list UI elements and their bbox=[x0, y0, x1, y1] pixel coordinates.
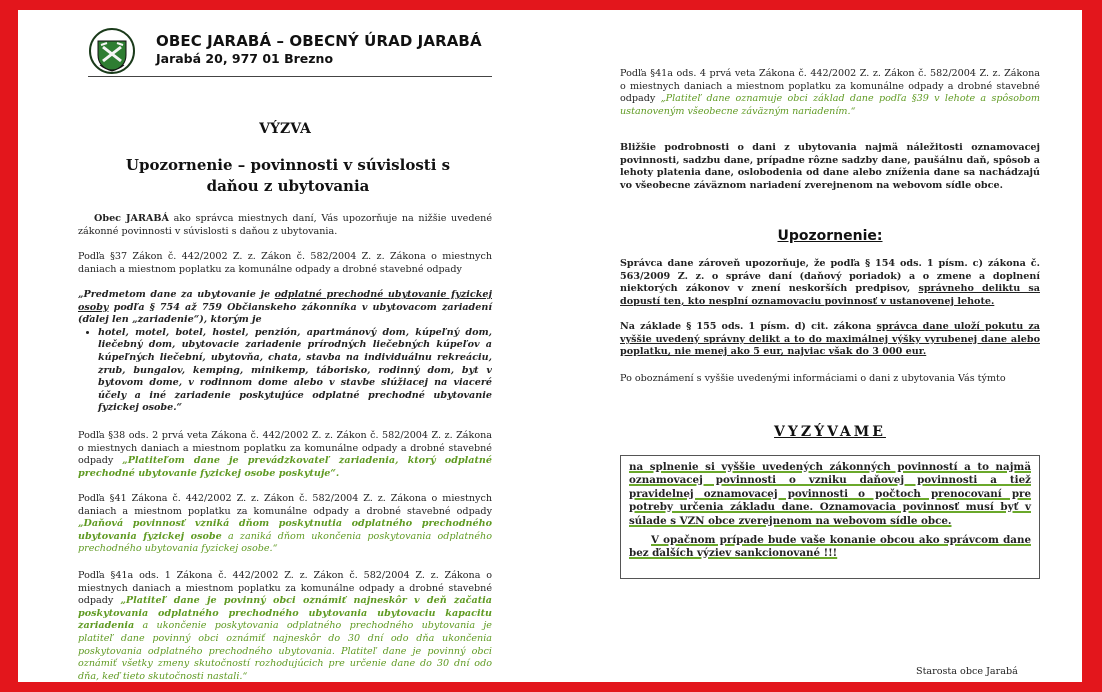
call-heading: VYZÝVAME bbox=[774, 424, 886, 440]
document-heading: VÝZVA bbox=[259, 121, 311, 137]
call-text: na splnenie si vyššie uvedených zákonných povinností a to najmä oznamovacej povinnosti o vzniku daňovej povinnosti a tiež pravidelnej oznamovacej povinnosti o počtoch prenocovaní pre potreby určenia základu dane. Oznamovacia povinnosť musí byť v súlade s VZN obce zverejnenom na webovom sídle obce. bbox=[629, 461, 1031, 527]
signature: Starosta obce Jarabá bbox=[916, 666, 1018, 677]
document-page bbox=[18, 10, 1082, 682]
paragraph-p41a-4: Podľa §41a ods. 4 prvá veta Zákona č. 442/2002 Z. z. Zákon č. 582/2004 Z. z. Zákona o miestnych daniach a miestnom poplatku za komunálne odpady a drobné stavebné odpady „Platiteľ dane oznamuje obci základ dane podľa §39 v lehote a spôsobom ustanoveným všeobecne záväzným nariadením.“ bbox=[620, 68, 1041, 117]
warning-heading: Upozornenie: bbox=[777, 228, 883, 244]
document-subject: Upozornenie – povinnosti v súvislosti s daňou z ubytovania bbox=[125, 156, 451, 195]
paragraph-p41: Podľa §41 Zákona č. 442/2002 Z. z. Zákon č. 582/2004 Z. z. Zákona o miestnych daniach a miestnom poplatku za komunálne odpady a drobné stavebné odpady „Daňová povinnosť vzniká dňom poskytnutia odplatného prechodného ubytovania fyzickej osobe a zaniká dňom ukončenia poskytovania odplatného prechodného ubytovania fyzickej osobe.“ bbox=[78, 493, 492, 555]
details-paragraph: Bližšie podrobnosti o dani z ubytovania najmä náležitosti oznamovacej povinnosti, sadzbu dane, prípadne rôzne sadzby dane, paušálnu daň, spôsob a lehoty platenia dane, oslobodenia od dane alebo zníženia dane sa nachádzajú vo všeobecne záväznom nariadení zverejnenom na webovom sídle obce. bbox=[620, 142, 1040, 191]
intro-paragraph: Obec JARABÁ ako správca miestnych daní, Vás upozorňuje na nižšie uvedené zákonné povinnosti v súvislosti s daňou z ubytovania. bbox=[78, 213, 492, 237]
facility-list bbox=[78, 327, 492, 415]
warning-paragraph-2: Na základe § 155 ods. 1 písm. d) cit. zákona správca dane uloží pokutu za vyššie uvedený správny delikt a to do maximálnej výšky vyrubenej dane alebo poplatku, nie menej ako 5 eur, najviac však do 3 000 eur. bbox=[620, 321, 1040, 358]
sanction-text: V opačnom prípade bude vaše konanie obcou ako správcom dane bez ďalších výziev sankcionované !!! bbox=[629, 534, 1031, 560]
paragraph-p41a-1: Podľa §41a ods. 1 Zákona č. 442/2002 Z. z. Zákon č. 582/2004 Z. z. Zákona o miestnych daniach a miestnom poplatku za komunálne odpady a drobné stavebné odpady „Platiteľ dane je povinný obci oznámiť najneskôr v deň začatia poskytovania odplatného prechodného ubytovania ubytovaciu kapacitu zariadenia a ukončenie poskytovania odplatného prechodného ubytovania je platiteľ dane povinný obci oznámiť najneskôr do 30 dní odo dňa ukončenia poskytovania odplatného prechodného ubytovania. Platiteľ dane je povinný obci oznámiť všetky zmeny skutočností rozhodujúcich pre určenie dane do 30 dní odo dňa, keď tieto skutočnosti nastali.“ bbox=[78, 570, 493, 682]
closing-paragraph: Po oboznámení s vyššie uvedenými informáciami o dani z ubytovania Vás týmto bbox=[620, 373, 1006, 384]
list-item: • hotel, motel, botel, hostel, penzión, apartmánový dom, kúpeľný dom, liečebný dom, ubytovacie zariadenie prírodných liečebných kúpeľov a kúpeľných liečební, ubytovňa, chata, stavba na individuálnu rekreáciu, zrub, bungalov, kemping, minikemp, táborisko, rodinný dom, byt v bytovom dome, v rodinnom dome alebo v stavbe slúžiacej na viaceré účely a iné zariadenie poskytujúce odplatné prechodné ubytovanie fyzickej osobe.“ bbox=[98, 327, 492, 415]
paragraph-p37: Podľa §37 Zákon č. 442/2002 Z. z. Zákon č. 582/2004 Z. z. Zákona o miestnych daniach a miestnom poplatku za komunálne odpady a drobné stavebné odpady bbox=[78, 251, 492, 275]
paragraph-p38: Podľa §38 ods. 2 prvá veta Zákona č. 442/2002 Z. z. Zákon č. 582/2004 Z. z. Zákona o miestnych daniach a miestnom poplatku za komunálne odpady a drobné stavebné odpady „Platiteľom dane je prevádzkovateľ zariadenia, ktorý odplatné prechodné ubytovanie fyzickej osobe poskytuje“. bbox=[78, 430, 492, 479]
quote-subject-of-tax: „Predmetom dane za ubytovanie je odplatné prechodné ubytovanie fyzickej osoby podľa § 754 až 759 Občianskeho zákonníka v ubytovacom zariadení (ďalej len „zariadenie“), ktorým je • hotel, motel, botel, hostel, penzión, apartmánový dom, kúpeľný dom, liečebný dom, ubytovacie zariadenie prírodných liečebných kúpeľov a kúpeľných liečební, ubytovňa, chata, stavba na individuálnu rekreáciu, zrub, bungalov, kemping, minikemp, táborisko, rodinný dom, byt v bytovom dome, v rodinnom dome alebo v stavbe slúžiacej na viaceré účely a iné zariadenie poskytujúce odplatné prechodné ubytovanie fyzickej osobe.“ bbox=[78, 289, 492, 415]
office-address: Jarabá 20, 977 01 Brezno bbox=[156, 51, 334, 66]
header-divider bbox=[88, 76, 492, 77]
office-title: OBEC JARABÁ – OBECNÝ ÚRAD JARABÁ bbox=[156, 32, 482, 50]
call-box bbox=[620, 455, 1040, 579]
municipal-seal-icon bbox=[88, 23, 136, 79]
warning-paragraph-1: Správca dane zároveň upozorňuje, že podľa § 154 ods. 1 písm. c) zákona č. 563/2009 Z. z. o správe daní (daňový poriadok) a o zmene a doplnení niektorých zákonov v znení neskorších predpisov, správneho deliktu sa dopustí ten, kto nesplní oznamovaciu povinnosť v ustanovenej lehote. bbox=[620, 258, 1040, 307]
